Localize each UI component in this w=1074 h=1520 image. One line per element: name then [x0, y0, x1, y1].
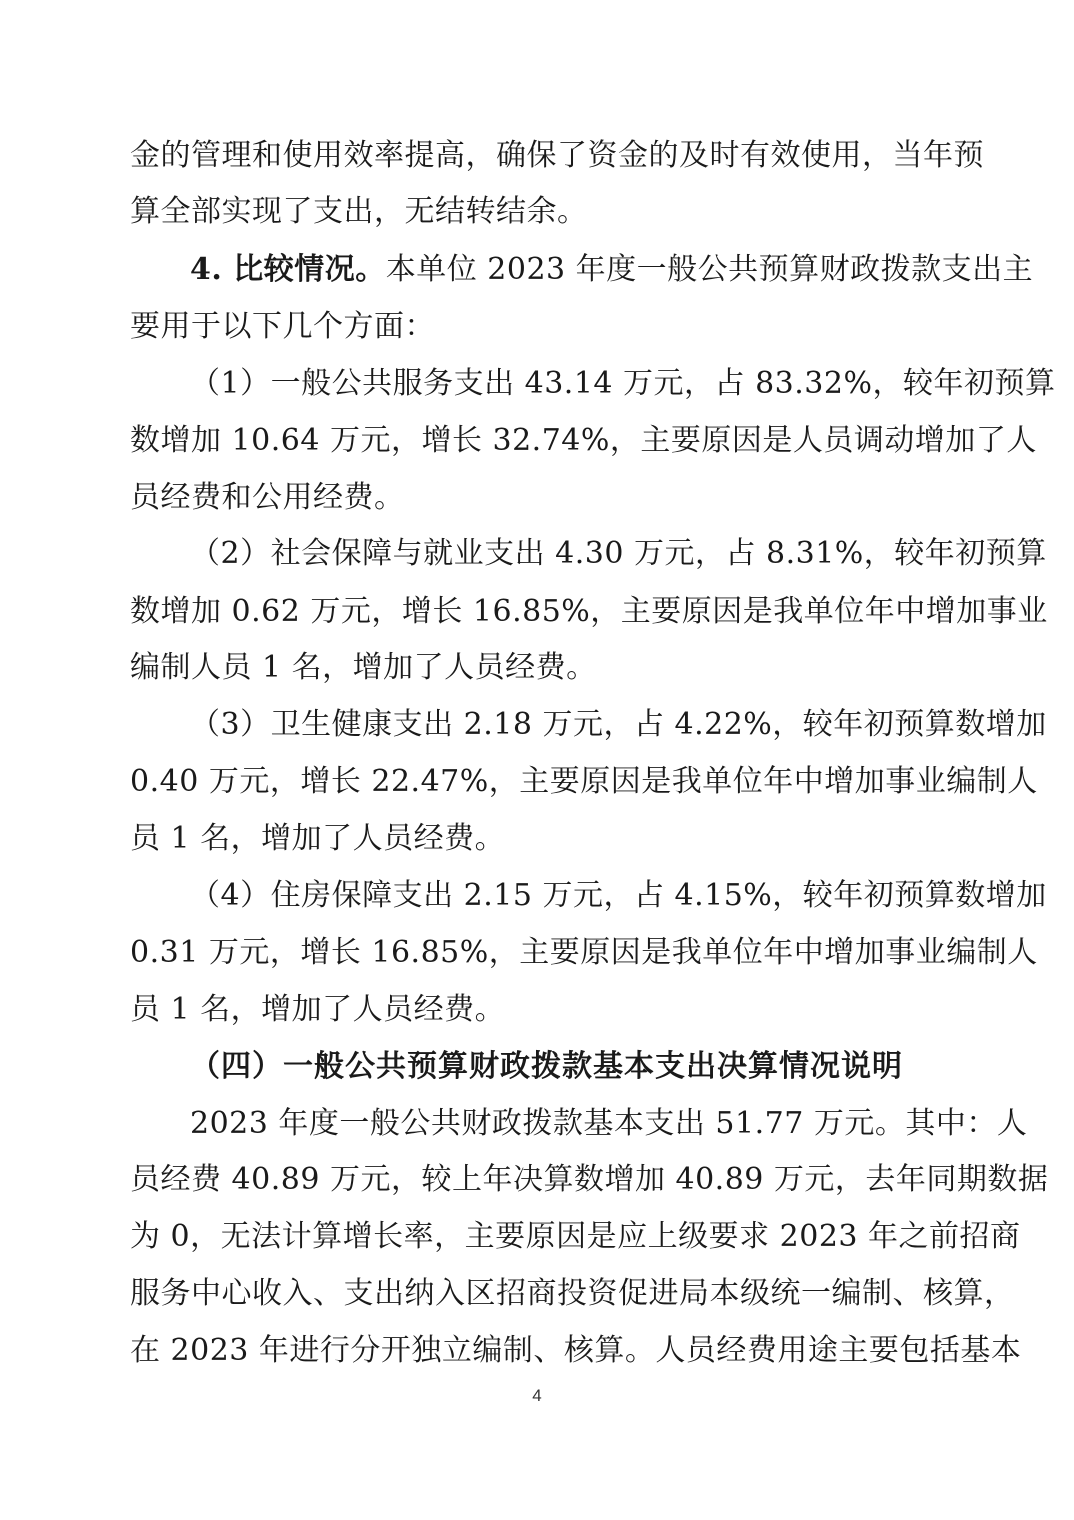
body-text-line: （2）社会保障与就业支出 4.30 万元，占 8.31%，较年初预算 — [190, 536, 1047, 571]
body-text-line: 金的管理和使用效率提高，确保了资金的及时有效使用，当年预 — [130, 138, 984, 173]
body-text-line: 员经费 40.89 万元，较上年决算数增加 40.89 万元，去年同期数据 — [130, 1162, 1049, 1197]
body-text-line: （1）一般公共服务支出 43.14 万元，占 83.32%，较年初预算 — [190, 366, 1056, 401]
body-text-line: 数增加 10.64 万元，增长 32.74%，主要原因是人员调动增加了人 — [130, 423, 1037, 458]
body-text-span: 本单位 2023 年度一般公共预算财政拨款支出主 — [385, 252, 1034, 287]
section-heading: （四）一般公共预算财政拨款基本支出决算情况说明 — [190, 1049, 903, 1084]
body-text-line: 为 0，无法计算增长率，主要原因是应上级要求 2023 年之前招商 — [130, 1219, 1021, 1254]
body-text-line: 2023 年度一般公共财政拨款基本支出 51.77 万元。其中：人 — [190, 1106, 1028, 1141]
body-text-line: 要用于以下几个方面： — [130, 309, 435, 344]
body-text-line: 编制人员 1 名，增加了人员经费。 — [130, 650, 597, 685]
body-text-line: 服务中心收入、支出纳入区招商投资促进局本级统一编制、核算， — [130, 1276, 1015, 1311]
body-text-line: （3）卫生健康支出 2.18 万元，占 4.22%，较年初预算数增加 — [190, 707, 1047, 742]
page-number: 4 — [532, 1386, 542, 1405]
section-label: 4. 比较情况。 — [190, 252, 386, 287]
body-text-line: 算全部实现了支出，无结转结余。 — [130, 194, 588, 229]
body-text-line: 员经费和公用经费。 — [130, 480, 405, 515]
body-text-line: 0.40 万元，增长 22.47%，主要原因是我单位年中增加事业编制人 — [130, 764, 1038, 799]
body-text-line: （4）住房保障支出 2.15 万元，占 4.15%，较年初预算数增加 — [190, 878, 1047, 913]
body-text-line: 员 1 名，增加了人员经费。 — [130, 821, 506, 856]
section-paragraph — [190, 250, 1034, 290]
body-text-line: 数增加 0.62 万元，增长 16.85%，主要原因是我单位年中增加事业 — [130, 594, 1048, 629]
body-text-line: 员 1 名，增加了人员经费。 — [130, 992, 506, 1027]
body-text-line: 在 2023 年进行分开独立编制、核算。人员经费用途主要包括基本 — [130, 1333, 1022, 1368]
body-text-line: 0.31 万元，增长 16.85%，主要原因是我单位年中增加事业编制人 — [130, 935, 1038, 970]
